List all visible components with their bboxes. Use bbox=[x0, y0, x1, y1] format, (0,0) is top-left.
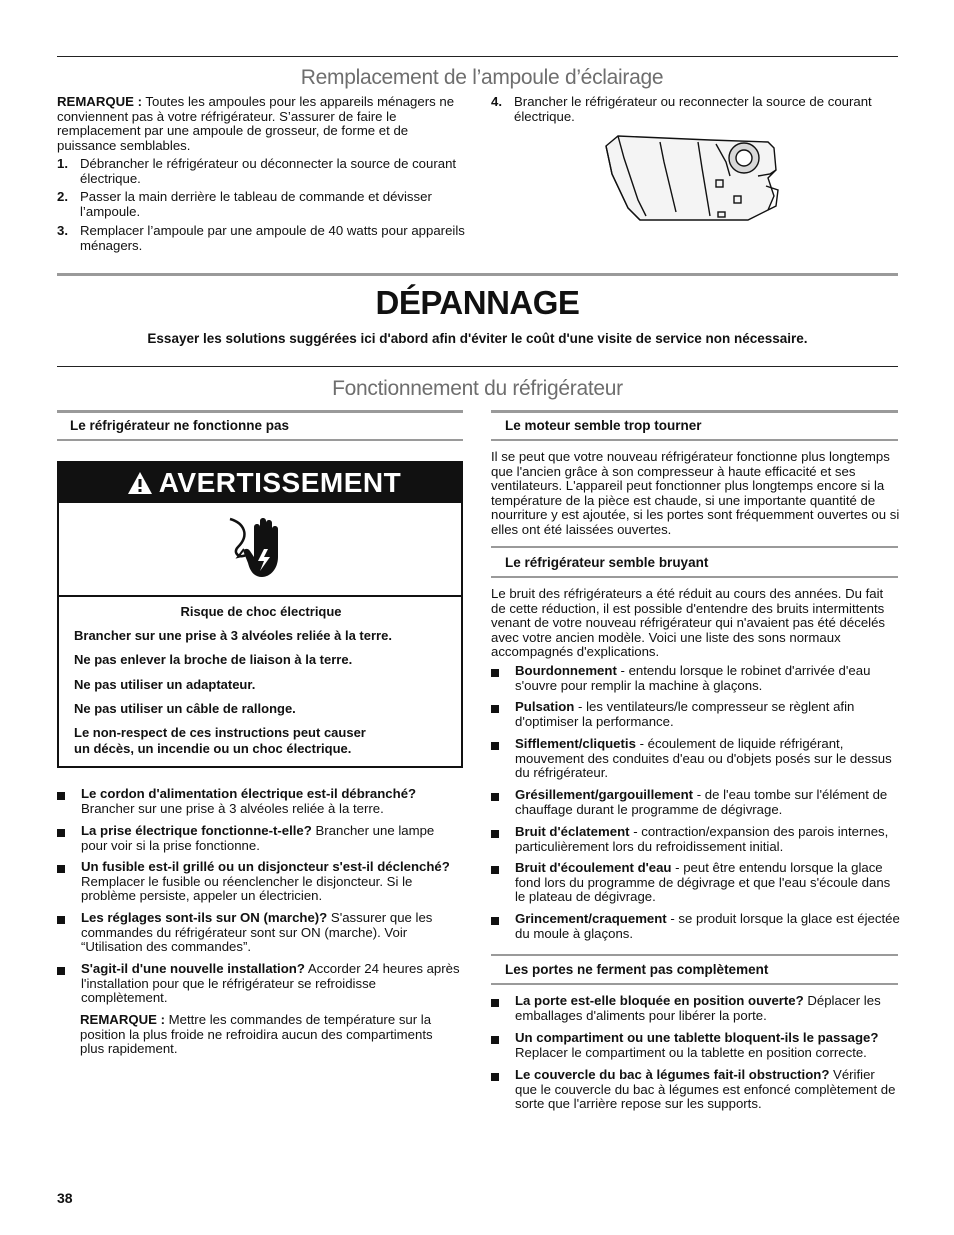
list-item bbox=[491, 912, 900, 941]
bullet-square bbox=[57, 967, 65, 975]
warning-line: Ne pas enlever la broche de liaison à la terre. bbox=[74, 652, 353, 667]
bullet-bold: Un fusible est-il grillé ou un disjoncteur s'est-il déclenché? bbox=[81, 859, 450, 874]
noise-heading: Le réfrigérateur semble bruyant bbox=[505, 555, 709, 570]
bullet-bold: Grésillement/gargouillement bbox=[515, 787, 694, 802]
motor-heading: Le moteur semble trop tourner bbox=[505, 418, 702, 433]
section-divider bbox=[57, 273, 898, 276]
bullet-bold: Un compartiment ou une tablette bloquent-ils le passage? bbox=[515, 1030, 879, 1045]
bulb-step bbox=[57, 224, 467, 253]
warning-banner bbox=[59, 463, 461, 503]
bullet-text: S'assurer que les commandes du réfrigérateur sont sur ON (marche). Voir “Utilisation des commandes”. bbox=[81, 910, 433, 955]
bullet-square bbox=[491, 793, 499, 801]
motor-text: Il se peut que votre nouveau réfrigérateur fonctionne plus longtemps que l'ancien grâce à son compresseur à haute efficacité et ses ventilateurs. L'appareil peut fonctionner plus longtemps encore si la température de la pièce est chaude, si une importante quantité de nourriture y est ajoutée, si les portes sont fréquemment ouvertes ou si elles ont été laissées ouvertes. bbox=[491, 449, 900, 537]
bullet-square bbox=[491, 917, 499, 925]
bullet-square bbox=[57, 792, 65, 800]
list-item bbox=[491, 994, 900, 1023]
bullet-text: Déplacer les emballages d'aliments pour libérer la porte. bbox=[515, 993, 881, 1023]
step-text: Remplacer l’ampoule par une ampoule de 40 watts pour appareils ménagers. bbox=[80, 223, 465, 253]
warning-line: un décès, un incendie ou un choc électrique. bbox=[74, 741, 352, 756]
bullet-text: Remplacer le fusible ou réenclencher le disjoncteur. Si le problème persiste, appeler un électricien. bbox=[81, 873, 413, 904]
bulb-note-label: REMARQUE : bbox=[57, 94, 142, 109]
note-text: Mettre les commandes de température sur la position la plus froide ne refroidira aucun des compartiments plus rapidement. bbox=[80, 1012, 433, 1057]
bullet-bold: Bourdonnement bbox=[515, 663, 617, 678]
heading-rule-bottom bbox=[491, 983, 898, 985]
heading-rule-bottom bbox=[491, 439, 898, 441]
bullet-text: Brancher une lampe pour voir si la prise fonctionne. bbox=[81, 823, 435, 853]
bullet-square bbox=[491, 1073, 499, 1081]
doors-heading: Les portes ne ferment pas complètement bbox=[505, 962, 769, 977]
list-item bbox=[491, 861, 900, 905]
bullet-bold: Les réglages sont-ils sur ON (marche)? bbox=[81, 910, 328, 925]
bullet-bold: La prise électrique fonctionne-t-elle? bbox=[81, 823, 312, 838]
heading-rule-top bbox=[491, 410, 898, 413]
list-item bbox=[491, 1068, 900, 1112]
warning-triangle-icon bbox=[127, 471, 153, 495]
bullet-text: Brancher sur une prise à 3 alvéoles reliée à la terre. bbox=[81, 800, 384, 816]
bullet-text: - se produit lorsque la glace est éjectée du moule à glaçons. bbox=[515, 911, 900, 941]
step-text: Brancher le réfrigérateur ou reconnecter la source de courant électrique. bbox=[514, 94, 872, 124]
warning-line: Brancher sur une prise à 3 alvéoles reliée à la terre. bbox=[74, 628, 392, 643]
bullet-bold: Bruit d'écoulement d'eau bbox=[515, 860, 672, 875]
bullet-bold: La porte est-elle bloquée en position ouverte? bbox=[515, 993, 804, 1008]
bulb-step bbox=[57, 190, 467, 219]
step-number: 2. bbox=[57, 189, 68, 204]
thin-rule bbox=[57, 366, 898, 367]
warning-line: Risque de choc électrique bbox=[180, 604, 342, 619]
bullet-square bbox=[57, 916, 65, 924]
step-number: 3. bbox=[57, 223, 68, 238]
step-number: 4. bbox=[491, 94, 502, 109]
heading-rule-top bbox=[491, 954, 898, 956]
bullet-bold: Le cordon d'alimentation électrique est-il débranché? bbox=[81, 786, 417, 801]
heading-rule-bottom bbox=[491, 576, 898, 578]
bullet-bold: Grincement/craquement bbox=[515, 911, 667, 926]
bullet-square bbox=[491, 669, 499, 677]
bullet-bold: S'agit-il d'une nouvelle installation? bbox=[81, 961, 305, 976]
top-rule bbox=[57, 56, 898, 57]
bullet-bold: Pulsation bbox=[515, 699, 575, 714]
list-item bbox=[57, 911, 463, 955]
list-item bbox=[57, 860, 463, 904]
intro-text: Essayer les solutions suggérées ici d'abord afin d'éviter le coût d'une visite de service non nécessaire. bbox=[147, 331, 808, 346]
bullet-text: - les ventilateurs/le compresseur se règlent afin d'optimiser la performance. bbox=[515, 699, 855, 729]
note-label: REMARQUE : bbox=[80, 1012, 165, 1027]
step-text: Débrancher le réfrigérateur ou déconnecter la source de courant électrique. bbox=[80, 156, 457, 186]
bullet-square bbox=[491, 999, 499, 1007]
left-heading: Le réfrigérateur ne fonctionne pas bbox=[70, 418, 290, 433]
bullet-square bbox=[491, 705, 499, 713]
bullet-bold: Sifflement/cliquetis bbox=[515, 736, 636, 751]
list-item bbox=[491, 664, 900, 693]
light-housing-illustration bbox=[598, 128, 788, 228]
list-item bbox=[491, 737, 900, 781]
bullet-text: - de l'eau tombe sur l'élément de chauffage durant le programme de dégivrage. bbox=[515, 787, 888, 817]
list-item bbox=[57, 824, 463, 853]
warning-icon-area bbox=[59, 503, 461, 597]
list-item bbox=[57, 962, 463, 1006]
bullet-text: - peut être entendu lorsque la glace fond lors du programme de dégivrage et que l'eau s'écoule dans le plateau de dégivrage. bbox=[515, 860, 891, 905]
page-number: 38 bbox=[57, 1190, 73, 1206]
bullet-text: - contraction/expansion des parois internes, particulièrement lors du refroidissement initial. bbox=[515, 824, 889, 854]
heading-rule-top bbox=[491, 546, 898, 548]
list-item bbox=[491, 788, 900, 817]
left-note bbox=[80, 1013, 460, 1057]
bullet-text: Replacer le compartiment ou la tablette en position correcte. bbox=[515, 1044, 867, 1060]
bullet-text: Accorder 24 heures après l'installation pour que le réfrigérateur se refroidisse complètement. bbox=[81, 961, 460, 1006]
bullet-text: - écoulement de liquide réfrigérant, mouvement des conduites d'eau ou d'objets posés sur le dessus du réfrigérateur. bbox=[515, 736, 892, 781]
warning-line: Ne pas utiliser un câble de rallonge. bbox=[74, 701, 296, 716]
bullet-square bbox=[491, 830, 499, 838]
page-title: DÉPANNAGE bbox=[375, 284, 580, 321]
noise-text: Le bruit des réfrigérateurs a été réduit au cours des années. Du fait de cette réduction, il est possible d'entendre des bruits intermittents venant de votre nouveau réfrigérateur qui n'avaient pas été décelés avec votre ancien modèle. Voici une liste des sons normaux accompagnés d'explications. bbox=[491, 586, 886, 660]
list-item bbox=[491, 1031, 900, 1060]
bulb-note bbox=[57, 95, 467, 153]
bullet-square bbox=[57, 829, 65, 837]
bullet-square bbox=[491, 866, 499, 874]
warning-line: Le non-respect de ces instructions peut causer bbox=[74, 725, 366, 740]
heading-rule-top bbox=[57, 410, 463, 413]
list-item bbox=[491, 700, 900, 729]
section-title: Fonctionnement du réfrigérateur bbox=[332, 377, 623, 400]
bullet-bold: Bruit d'éclatement bbox=[515, 824, 630, 839]
bulb-section-title: Remplacement de l’ampoule d’éclairage bbox=[300, 66, 664, 89]
step-number: 1. bbox=[57, 156, 68, 171]
bullet-text: - entendu lorsque le robinet d'arrivée d'eau s'ouvre pour remplir la machine à glaçons. bbox=[515, 663, 871, 693]
bulb-step bbox=[57, 157, 467, 186]
bulb-note-text: Toutes les ampoules pour les appareils ménagers ne conviennent pas à votre réfrigérateur. S’assurer de faire le remplacement par une ampoule de grosseur, de forme et de puissance semblables. bbox=[57, 94, 455, 153]
warning-line: Ne pas utiliser un adaptateur. bbox=[74, 677, 256, 692]
warning-box bbox=[57, 461, 463, 768]
bulb-step bbox=[491, 95, 901, 124]
list-item bbox=[57, 787, 463, 816]
step-text: Passer la main derrière le tableau de commande et dévisser l’ampoule. bbox=[80, 189, 432, 219]
bullet-bold: Le couvercle du bac à légumes fait-il obstruction? bbox=[515, 1067, 830, 1082]
bullet-square bbox=[491, 742, 499, 750]
list-item bbox=[491, 825, 900, 854]
warning-banner-text: AVERTISSEMENT bbox=[158, 467, 402, 498]
electric-shock-hand-icon bbox=[224, 513, 294, 583]
bullet-square bbox=[491, 1036, 499, 1044]
bullet-square bbox=[57, 865, 65, 873]
heading-rule-bottom bbox=[57, 439, 463, 441]
bullet-text: Vérifier que le couvercle du bac à légumes est enfoncé complètement de sorte que l'arrière repose sur les supports. bbox=[515, 1067, 896, 1112]
